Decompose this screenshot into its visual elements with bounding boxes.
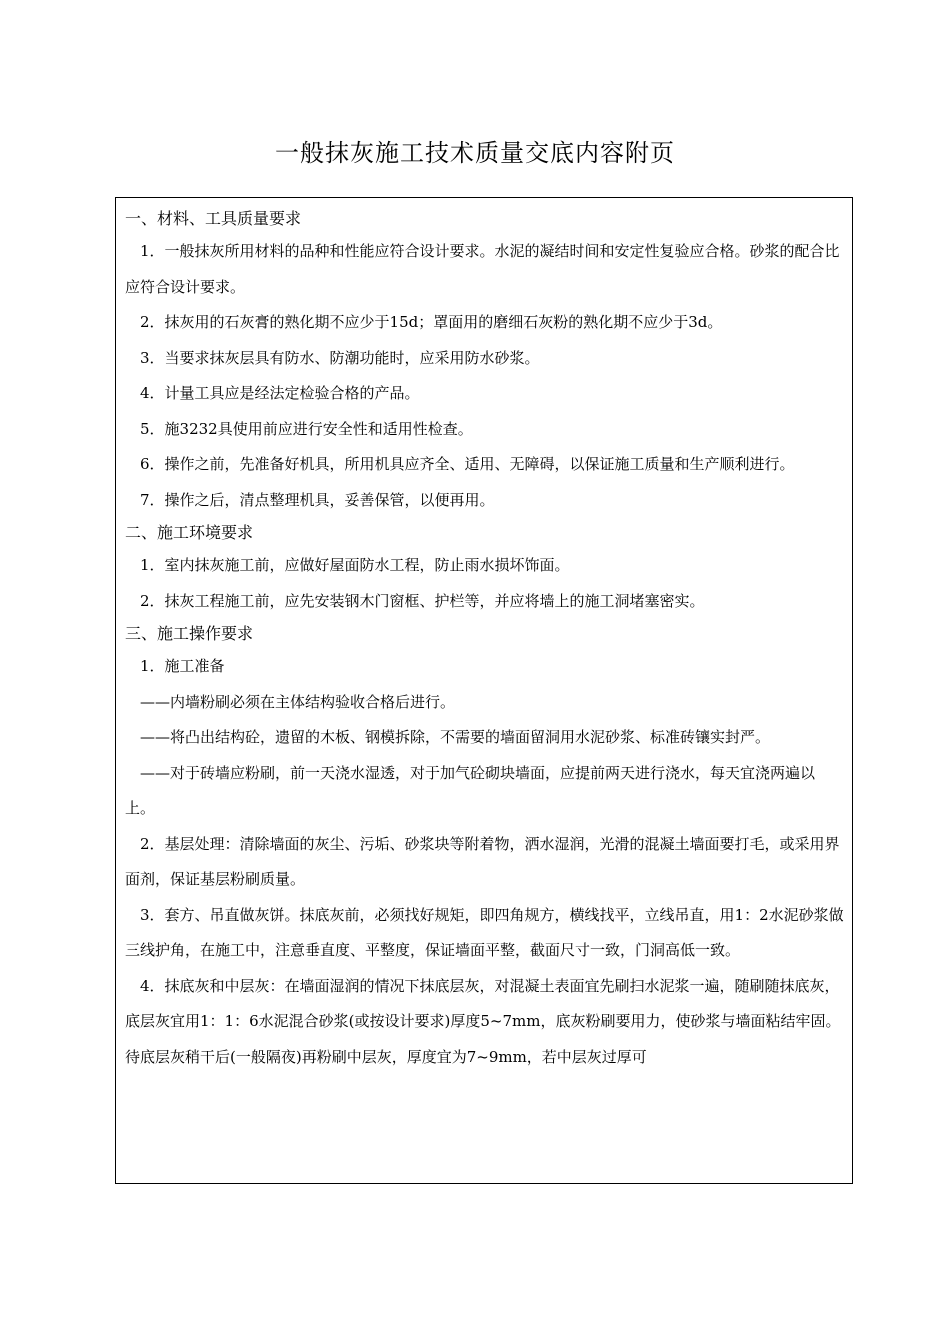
paragraph: ——将凸出结构砼，遗留的木板、钢模拆除，不需要的墙面留洞用水泥砂浆、标准砖镶实封严。 — [140, 728, 771, 746]
paragraph: 4．抹底灰和中层灰：在墙面湿润的情况下抹底层灰，对混凝土表面宜先刷扫水泥浆一遍，随刷随抹底灰，底层灰宜用1：1：6水泥混合砂浆(或按设计要求)厚度5~7mm，底灰粉刷要用力，使砂浆与墙面粘结牢固。待底层灰稍干后(一般隔夜)再粉刷中层灰，厚度宜为7~9mm，若中层灰过厚可 — [125, 976, 841, 1066]
paragraph: 1．室内抹灰施工前，应做好屋面防水工程，防止雨水损坏饰面。 — [140, 556, 570, 574]
content-body — [116, 198, 852, 1075]
paragraph: 2．抹灰工程施工前，应先安装钢木门窗框、护栏等，并应将墙上的施工洞堵塞密实。 — [140, 591, 705, 610]
paragraph: 4．计量工具应是经法定检验合格的产品。 — [140, 384, 420, 402]
paragraph: 7．操作之后，清点整理机具，妥善保管，以便再用。 — [140, 490, 495, 509]
paragraph: 6．操作之前，先准备好机具，所用机具应齐全、适用、无障碍，以保证施工质量和生产顺利进行。 — [140, 455, 795, 473]
paragraph: ——对于砖墙应粉刷，前一天浇水湿透，对于加气砼砌块墙面，应提前两天进行浇水，每天宜浇两遍以上。 — [125, 763, 816, 817]
section-heading-environment: 二、施工环境要求 — [125, 523, 254, 542]
paragraph: 2．基层处理：清除墙面的灰尘、污垢、砂浆块等附着物，洒水湿润，光滑的混凝土墙面要打毛，或采用界面剂，保证基层粉刷质量。 — [125, 834, 840, 888]
paragraph: ——内墙粉刷必须在主体结构验收合格后进行。 — [140, 692, 456, 711]
paragraph: 3．套方、吊直做灰饼。抹底灰前，必须找好规矩，即四角规方，横线找平，立线吊直，用1：2水泥砂浆做三线护角，在施工中，注意垂直度、平整度，保证墙面平整，截面尺寸一致，门洞高低一致。 — [125, 905, 844, 959]
paragraph: 5．施3232具使用前应进行安全性和适用性检查。 — [140, 419, 473, 438]
paragraph: 1．施工准备 — [140, 657, 225, 675]
content-frame — [115, 197, 853, 1184]
paragraph: 3．当要求抹灰层具有防水、防潮功能时，应采用防水砂浆。 — [140, 348, 540, 367]
section-heading-materials: 一、材料、工具质量要求 — [125, 209, 302, 228]
section-heading-operations: 三、施工操作要求 — [125, 624, 254, 643]
page-title: 一般抹灰施工技术质量交底内容附页 — [275, 139, 675, 167]
paragraph: 1．一般抹灰所用材料的品种和性能应符合设计要求。水泥的凝结时间和安定性复验应合格。砂浆的配合比应符合设计要求。 — [125, 242, 840, 296]
paragraph: 2．抹灰用的石灰膏的熟化期不应少于15d；罩面用的磨细石灰粉的熟化期不应少于3d。 — [140, 313, 723, 331]
